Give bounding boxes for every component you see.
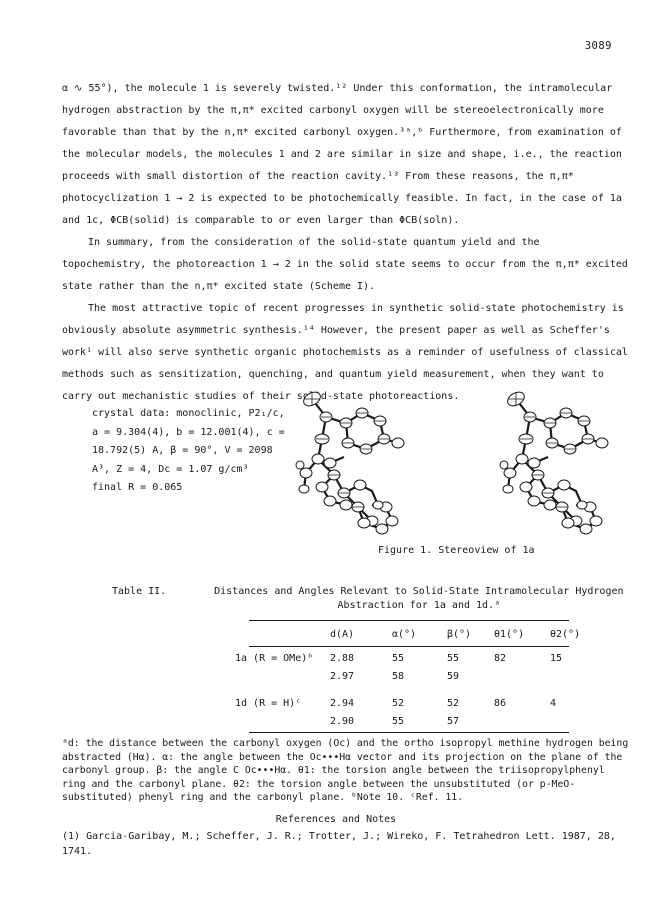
cell-alpha: 55: [392, 653, 405, 664]
table-row: [62, 653, 628, 669]
row-label: 1d (R = H)ᶜ: [235, 698, 302, 709]
paragraph: The most attractive topic of recent progresses in synthetic solid-state photochemistry is obviously absolute asymmetric synthesis.¹⁴ However, the present paper as well as Scheffer's work¹ will also serve synthetic organic photochemists as a reminder of usefulness of classical methods such as sensitization, quenching, and quantum yield measurement, when they want to carry out mechanistic studies of their solid-state photoreactions.: [62, 303, 628, 402]
cell-d: 2.97: [330, 671, 355, 682]
column-header: β(°): [447, 629, 472, 640]
table-ii: [62, 585, 628, 727]
paragraph: α ∿ 55°), the molecule 1 is severely twisted.¹² Under this conformation, the intramolecular hydrogen abstraction by the π,π* excited carbonyl oxygen will be stereoelectronically more favorable than that by the n,π* excited carbonyl oxygen.³ᵃ,ᵇ Furthermore, from examination of the molecular models, the molecules 1 and 2 are similar in size and shape, i.e., the reaction proceeds with small distortion of the reaction cavity.¹³ From these reasons, the π,π* photocyclization 1 → 2 is expected to be photochemically feasible. In fact, in the case of 1a and 1c, ΦCB(solid) is comparable to or even larger than ΦCB(soln).: [62, 83, 622, 226]
cell-d: 2.94: [330, 698, 355, 709]
cell-theta1: 86: [494, 698, 507, 709]
row-label: 1a (R = OMe)ᵇ: [235, 653, 314, 664]
reference-item: (1) Garcia-Garibay, M.; Scheffer, J. R.; Trotter, J.; Wireko, F. Tetrahedron Lett. 1987, 28, 1741.: [62, 831, 616, 857]
column-header: d(A): [330, 629, 355, 640]
references-heading: References and Notes: [275, 814, 397, 825]
table-top-rule: [249, 620, 569, 621]
cell-beta: 52: [447, 698, 460, 709]
table-title-line: Distances and Angles Relevant to Solid-State Intramolecular Hydrogen: [214, 586, 624, 597]
crystal-data-line: crystal data: monoclinic, P2₁/c,: [92, 408, 285, 419]
cell-beta: 59: [447, 671, 460, 682]
cell-d: 2.90: [330, 716, 355, 727]
cell-alpha: 52: [392, 698, 405, 709]
crystal-data-line: a = 9.304(4), b = 12.001(4), c =: [92, 426, 285, 438]
crystal-data: [92, 405, 285, 498]
table-row: [62, 698, 628, 714]
crystal-data-line: final R = 0.065: [92, 482, 183, 493]
paragraph: In summary, from the consideration of the solid-state quantum yield and the topochemistry, the photoreaction 1 → 2 in the solid state seems to occur from the π,π* excited state rather than the n,π* excited state (Scheme I).: [62, 237, 628, 292]
table-bottom-rule: [249, 732, 569, 733]
table-title: [62, 585, 628, 599]
column-header: θ2(°): [550, 629, 581, 640]
crystal-data-line: 18.792(5) A, β = 90°, V = 2098: [92, 445, 273, 456]
column-header: θ1(°): [494, 629, 525, 640]
column-header: α(°): [392, 629, 417, 640]
cell-theta1: 82: [494, 653, 507, 664]
page-number: 3089: [584, 40, 612, 52]
cell-alpha: 55: [392, 716, 405, 727]
cell-theta2: 15: [550, 653, 563, 664]
cell-theta2: 4: [550, 698, 557, 709]
body-text: [62, 78, 628, 408]
table-title-line: Abstraction for 1a and 1d.ᵃ: [337, 600, 501, 611]
figure-caption: Figure 1. Stereoview of 1a: [378, 545, 535, 556]
table-row: [62, 671, 628, 687]
cell-d: 2.88: [330, 653, 355, 664]
crystal-data-line: A³, Z = 4, Dc = 1.07 g/cm³: [92, 463, 249, 475]
cell-beta: 55: [447, 653, 460, 664]
stereoview-figure: [292, 375, 637, 535]
cell-beta: 57: [447, 716, 460, 727]
table-header-rule: [249, 646, 569, 647]
table-footnote: ᵃd: the distance between the carbonyl oxygen (Oc) and the ortho isopropyl methine hydrogen being abstracted (Hα). α: the angle between the Oc•••Hα vector and its projection on the plane of the carbonyl group. β: the angle C Oc•••Hα. θ1: the torsion angle between the triisopropylphenyl ring and the carbonyl plane. θ2: the torsion angle between the unsubstituted (or p-MeO-substituted) phenyl ring and the carbonyl plane. ᵇNote 10. ᶜRef. 11.: [62, 738, 629, 803]
table-row: [62, 716, 628, 732]
table-label: Table II.: [112, 586, 167, 597]
table-title: [62, 599, 628, 613]
cell-alpha: 58: [392, 671, 405, 682]
table-header-row: [62, 629, 628, 645]
